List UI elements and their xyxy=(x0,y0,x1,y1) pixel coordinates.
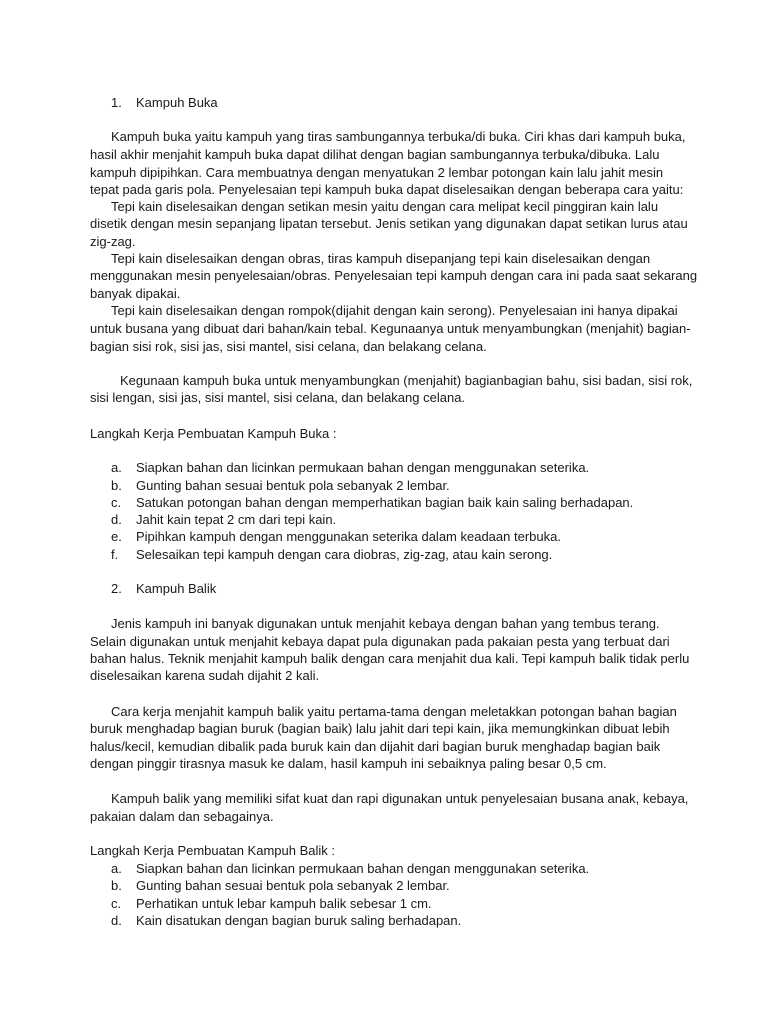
list-item: Selesaikan tepi kampuh dengan cara diobras, zig-zag, atau kain serong. xyxy=(136,547,553,562)
text-line: Tepi kain diselesaikan dengan obras, tiras kampuh disepanjang tepi kain diselesaikan dengan xyxy=(111,251,651,266)
text-line: menggunakan mesin penyelesaian/obras. Penyelesaian tepi kampuh dengan cara ini pada saat sekarang xyxy=(90,268,698,283)
text-line: buruk menghadap bagian buruk (bagian baik) lalu jahit dari tepi kain, jika memungkinkan dibuat lebih xyxy=(90,721,670,736)
list-item: Siapkan bahan dan licinkan permukaan bahan dengan menggunakan seterika. xyxy=(136,460,590,475)
list-item: Siapkan bahan dan licinkan permukaan bahan dengan menggunakan seterika. xyxy=(136,861,590,876)
text-line: Kegunaan kampuh buka untuk menyambungkan (menjahit) bagianbagian bahu, sisi badan, sisi rok, xyxy=(120,373,693,388)
text-line: halus/kecil, kemudian dibalik pada buruk kain dan dijahit dari bagian buruk menghadap bagian baik xyxy=(90,739,661,754)
list-item-letter: d. xyxy=(111,913,122,928)
text-line: Tepi kain diselesaikan dengan rompok(dijahit dengan kain serong). Penyelesaian ini hanya dipakai xyxy=(111,303,678,318)
list-item: Perhatikan untuk lebar kampuh balik sebesar 1 cm. xyxy=(136,896,432,911)
text-line: banyak dipakai. xyxy=(90,286,181,301)
steps-title: Langkah Kerja Pembuatan Kampuh Balik : xyxy=(90,843,335,858)
text-line: bagian sisi rok, sisi jas, sisi mantel, sisi celana, dan belakang celana. xyxy=(90,339,487,354)
section-number: 1. xyxy=(111,95,122,110)
text-line: diselesaikan karena sudah dijahit 2 kali. xyxy=(90,668,320,683)
steps-title: Langkah Kerja Pembuatan Kampuh Buka : xyxy=(90,426,337,441)
list-item-letter: b. xyxy=(111,478,122,493)
list-item: Gunting bahan sesuai bentuk pola sebanyak 2 lembar. xyxy=(136,878,450,893)
list-item-letter: b. xyxy=(111,878,122,893)
list-item-letter: a. xyxy=(111,861,122,876)
list-item: Satukan potongan bahan dengan memperhatikan bagian baik kain saling berhadapan. xyxy=(136,495,634,510)
list-item-letter: d. xyxy=(111,512,122,527)
section-title: Kampuh Balik xyxy=(136,581,217,596)
list-item-letter: c. xyxy=(111,495,122,510)
text-line: Cara kerja menjahit kampuh balik yaitu pertama-tama dengan meletakkan potongan bahan bagian xyxy=(111,704,677,719)
text-line: dengan pinggir tirasnya masuk ke dalam, hasil kampuh ini sebaiknya paling besar 0,5 cm. xyxy=(90,756,607,771)
text-line: disetik dengan mesin sepanjang lipatan tersebut. Jenis setikan yang digunakan dapat setikan lurus atau xyxy=(90,216,688,231)
section-title: Kampuh Buka xyxy=(136,95,218,110)
list-item: Pipihkan kampuh dengan menggunakan seterika dalam keadaan terbuka. xyxy=(136,529,561,544)
list-item-letter: f. xyxy=(111,547,119,562)
text-line: sisi lengan, sisi jas, sisi mantel, sisi celana, dan belakang celana. xyxy=(90,390,466,405)
text-line: Kampuh buka yaitu kampuh yang tiras sambungannya terbuka/di buka. Ciri khas dari kampuh buka, xyxy=(111,129,686,144)
text-line: kampuh dipipihkan. Cara membuatnya dengan menyatukan 2 lembar potongan kain lalu jahit mesin xyxy=(90,165,664,180)
text-line: zig-zag. xyxy=(90,234,136,249)
list-item: Jahit kain tepat 2 cm dari tepi kain. xyxy=(136,512,337,527)
text-line: hasil akhir menjahit kampuh buka dapat dilihat dengan bagian sambungannya terbuka/dibuka. Lalu xyxy=(90,147,660,162)
text-line: pakaian dalam dan sebagainya. xyxy=(90,809,274,824)
text-line: bahan halus. Teknik menjahit kampuh balik dengan cara menjahit dua kali. Tepi kampuh balik tidak perlu xyxy=(90,651,690,666)
text-line: Kampuh balik yang memiliki sifat kuat dan rapi digunakan untuk penyelesaian busana anak, kebaya, xyxy=(111,791,689,806)
text-line: Jenis kampuh ini banyak digunakan untuk menjahit kebaya dengan bahan yang tembus terang. xyxy=(111,616,660,631)
text-line: Tepi kain diselesaikan dengan setikan mesin yaitu dengan cara melipat kecil pinggiran kain lalu xyxy=(111,199,659,214)
list-item: Kain disatukan dengan bagian buruk saling berhadapan. xyxy=(136,913,462,928)
list-item-letter: a. xyxy=(111,460,122,475)
text-line: tepat pada garis pola. Penyelesaian tepi kampuh buka dapat diselesaikan dengan beberapa cara yaitu: xyxy=(90,182,684,197)
text-line: Selain digunakan untuk menjahit kebaya dapat pula digunakan pada pakaian pesta yang terbuat dari xyxy=(90,634,670,649)
section-number: 2. xyxy=(111,581,122,596)
list-item: Gunting bahan sesuai bentuk pola sebanyak 2 lembar. xyxy=(136,478,450,493)
list-item-letter: e. xyxy=(111,529,122,544)
list-item-letter: c. xyxy=(111,896,122,911)
text-line: untuk busana yang dibuat dari bahan/kain tebal. Kegunaanya untuk menyambungkan (menjahit) bagian- xyxy=(90,321,691,336)
